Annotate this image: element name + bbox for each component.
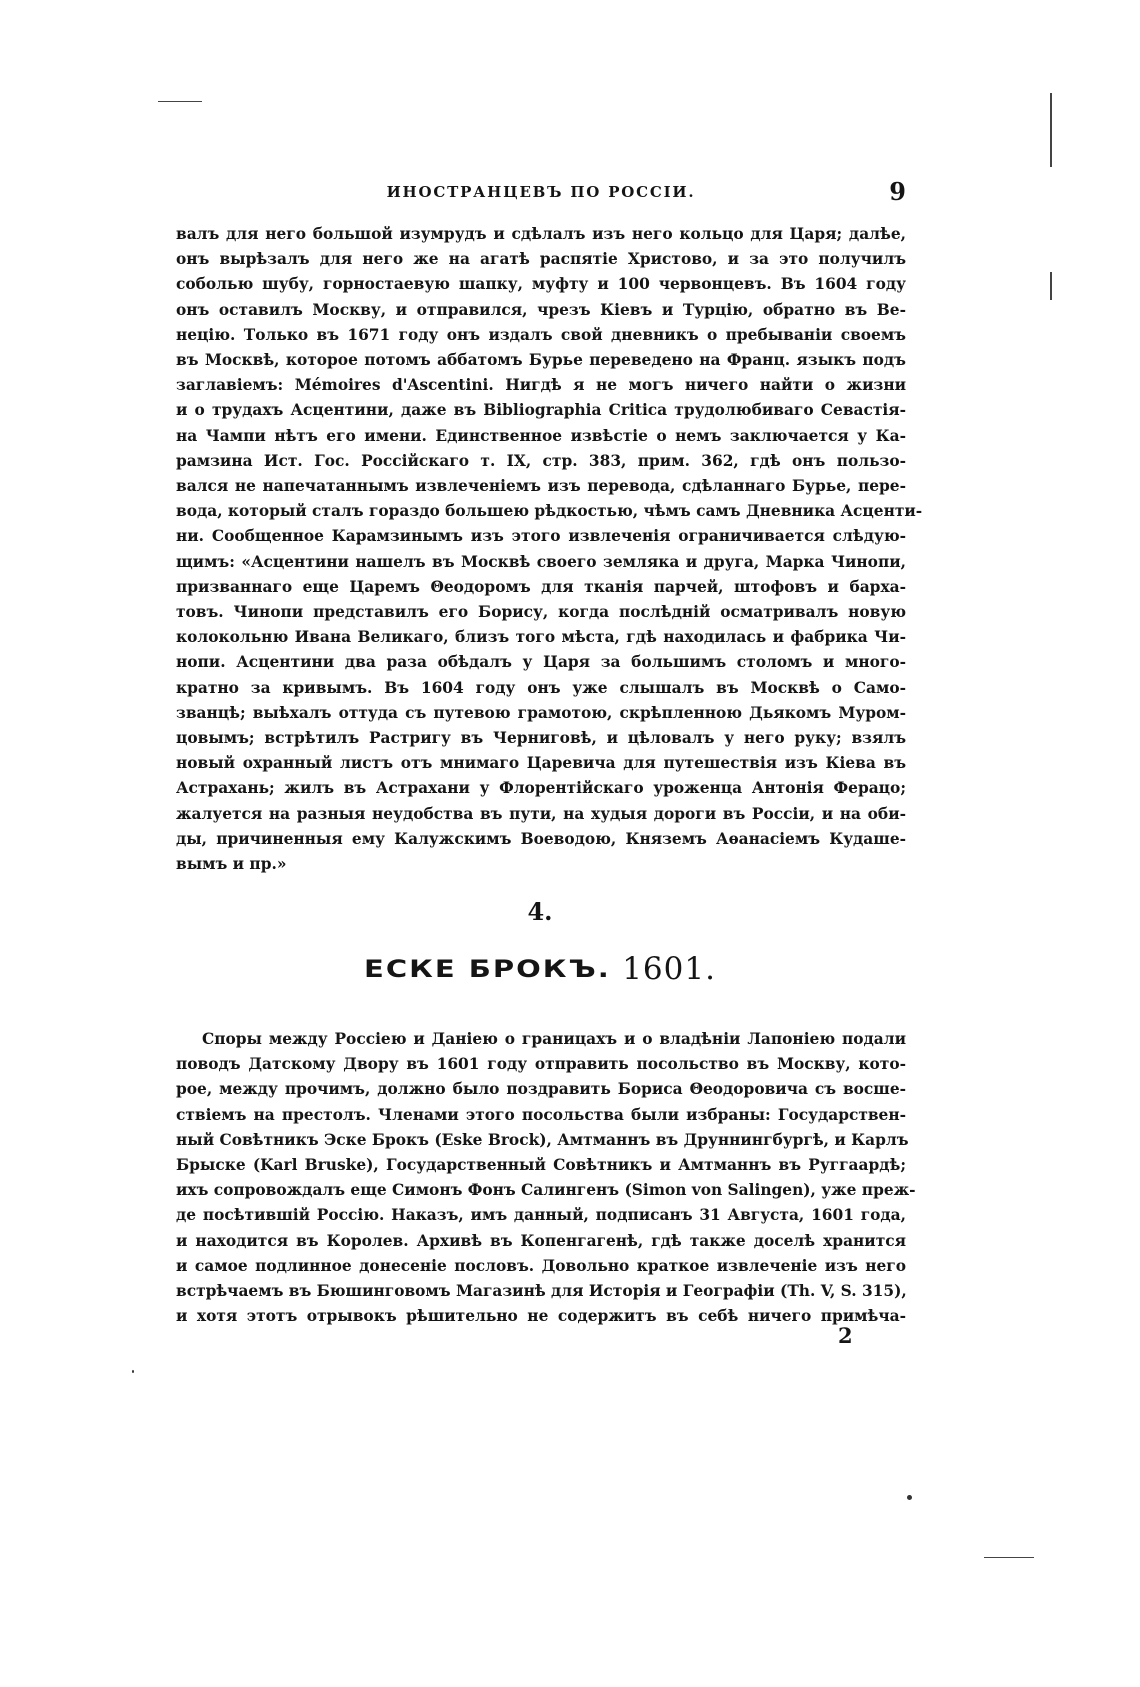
text-line: нопи. Асцентини два раза обѣдалъ у Царя за большимъ столомъ и много- (176, 653, 906, 672)
text-line: ни. Сообщенное Карамзинымъ изъ этого извлеченія ограничивается слѣдую- (176, 527, 906, 546)
section-number: 4. (527, 897, 553, 926)
text-line: валъ для него большой изумрудъ и сдѣлалъ изъ него кольцо для Царя; далѣе, (176, 225, 906, 243)
text-line: заглавіемъ: Mémoires d'Ascentini. Нигдѣ я не могъ ничего найти о жизни (176, 376, 906, 395)
signature-mark: 2 (838, 1323, 853, 1348)
text-line: кратно за кривымъ. Въ 1604 году онъ уже слышалъ въ Москвѣ о Само- (176, 678, 906, 697)
text-line: на Чампи нѣтъ его имени. Единственное извѣстіе о немъ заключается у Ка- (176, 426, 906, 445)
text-line: и самое подлинное донесеніе пословъ. Довольно краткое извлеченіе изъ него (176, 1256, 906, 1275)
text-line: нецію. Только въ 1671 году онъ издалъ свой дневникъ о пребываніи своемъ (176, 325, 906, 344)
text-line: и хотя этотъ отрывокъ рѣшительно не содержитъ въ себѣ ничего примѣча- (176, 1307, 906, 1326)
text-line: ды, причиненныя ему Калужскимъ Воеводою, Княземъ Аѳанасіемъ Кудаше- (176, 829, 906, 848)
running-title: ИНОСТРАНЦЕВЪ ПО РОССІИ. (386, 183, 696, 201)
running-head (176, 177, 906, 213)
section-title (0, 951, 1080, 987)
text-line: Брыске (Karl Bruske), Государственный Совѣтникъ и Амтманнъ въ Руггаардѣ; (176, 1156, 906, 1175)
scan-dot-small (132, 1370, 134, 1373)
text-line: Астрахань; жилъ въ Астрахани у Флорентійскаго уроженца Антонія Ферацо; (176, 779, 906, 798)
text-line: новый охранный листъ отъ мнимаго Царевича для путешествія изъ Кіева въ (176, 754, 906, 773)
text-line: колокольню Ивана Великаго, близъ того мѣста, гдѣ находилась и фабрика Чи- (176, 628, 906, 647)
text-line: товъ. Чинопи представилъ его Борису, когда послѣдній осматривалъ новую (176, 603, 906, 622)
scan-rule-right-small (1050, 272, 1052, 300)
text-line: ствіемъ на престолъ. Членами этого посольства были избраны: Государствен- (176, 1105, 906, 1124)
scan-rule-bottom-right (984, 1557, 1034, 1558)
scan-dot (907, 1495, 912, 1500)
text-line: и о трудахъ Асцентини, даже въ Bibliographia Critica трудолюбиваго Севастія- (176, 401, 906, 420)
text-line: вался не напечатаннымъ извлеченіемъ изъ перевода, сдѣланнаго Бурье, пере- (176, 477, 906, 496)
paragraph-continued (176, 222, 923, 877)
text-line: онъ вырѣзалъ для него же на агатѣ распятіе Христово, и за это получилъ (176, 250, 906, 269)
page-number: 9 (889, 177, 906, 206)
section-title-year: 1601. (622, 951, 716, 987)
scan-rule-top-right (1050, 93, 1052, 167)
text-line: вода, который сталъ гораздо большею рѣдкостью, чѣмъ самъ Дневника Асценти- (176, 502, 923, 521)
text-line: Споры между Россіею и Даніею о границахъ и о владѣніи Лапоніею подали (202, 1030, 906, 1048)
text-line: вымъ и пр.» (176, 855, 287, 874)
text-line: рамзина Ист. Гос. Россійскаго т. IX, стр. 383, прим. 362, гдѣ онъ пользо- (176, 451, 906, 470)
text-line: и находится въ Королев. Архивѣ въ Копенгагенѣ, гдѣ также доселѣ хранится (176, 1231, 906, 1250)
scan-rule-top-left (158, 101, 202, 102)
text-line: рое, между прочимъ, должно было поздравить Бориса Θеодоровича съ восше- (176, 1080, 906, 1099)
text-line: онъ оставилъ Москву, и отправился, чрезъ Кіевъ и Турцію, обратно въ Ве- (176, 300, 906, 319)
section-title-name: ЕСКЕ БРОКЪ. (364, 955, 611, 983)
text-line: цовымъ; встрѣтилъ Растригу въ Черниговѣ, и цѣловалъ у него руку; взялъ (176, 729, 906, 748)
text-line: де посѣтившій Россію. Наказъ, имъ данный, подписанъ 31 Августа, 1601 года, (176, 1206, 906, 1225)
text-line: щимъ: «Асцентини нашелъ въ Москвѣ своего земляка и друга, Марка Чинопи, (176, 552, 906, 571)
text-line: поводъ Датскому Двору въ 1601 году отправить посольство въ Москву, кото- (176, 1055, 906, 1074)
text-line: въ Москвѣ, которое потомъ аббатомъ Бурье переведено на Франц. языкъ подъ (176, 351, 906, 370)
text-line: призваннаго еще Царемъ Θеодоромъ для тканія парчей, штофовъ и барха- (176, 577, 906, 596)
text-line: ный Совѣтникъ Эске Брокъ (Eske Brock), Амтманнъ въ Друннингбургѣ, и Карлъ (176, 1130, 909, 1149)
text-line: жалуется на разныя неудобства въ пути, на худыя дороги въ Россіи, и на оби- (176, 804, 906, 823)
text-line: ихъ сопровождалъ еще Симонъ Фонъ Салингенъ (Simon von Salingen), уже преж- (176, 1181, 916, 1200)
text-line: встрѣчаемъ въ Бюшинговомъ Магазинѣ для Исторія и Географіи (Th. V, S. 315), (176, 1282, 907, 1301)
paragraph-section-4 (176, 1027, 916, 1329)
text-line: званцѣ; выѣхалъ оттуда съ путевою грамотою, скрѣпленною Дьякомъ Муром- (176, 703, 906, 722)
text-line: соболью шубу, горностаевую шапку, муфту и 100 червонцевъ. Въ 1604 году (176, 275, 906, 294)
